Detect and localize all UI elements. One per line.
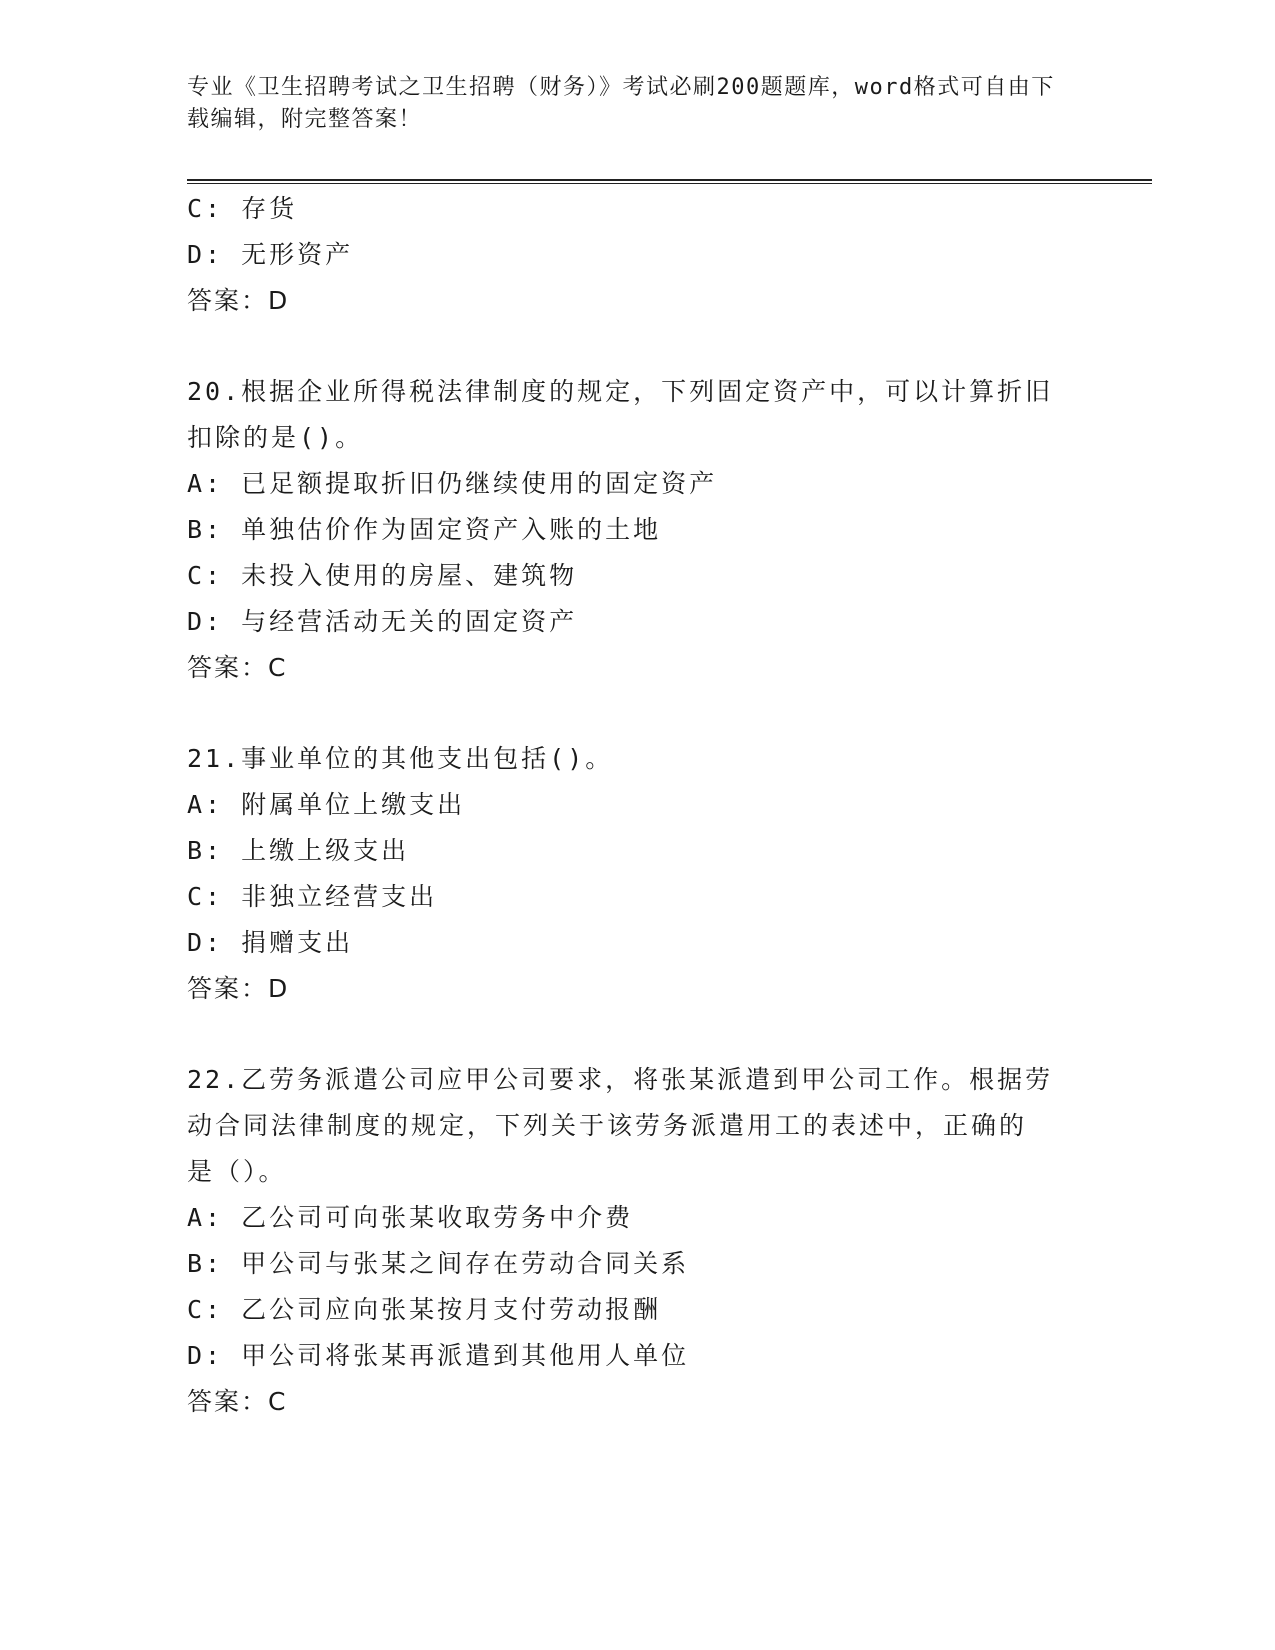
answer-line: 答案：D [187, 286, 290, 315]
answer-line: 答案：D [187, 974, 290, 1003]
option-c: C: 非独立经营支出 [187, 882, 438, 911]
question-stem: 20.根据企业所得税法律制度的规定，下列固定资产中，可以计算折旧 [187, 377, 1054, 406]
prev-question-tail [187, 186, 1087, 324]
question-stem-cont: 是（）。 [187, 1157, 287, 1186]
option-c: C: 未投入使用的房屋、建筑物 [187, 561, 578, 590]
question-stem-cont: 扣除的是()。 [187, 423, 364, 452]
header-divider [187, 179, 1152, 184]
option-c: C: 乙公司应向张某按月支付劳动报酬 [187, 1295, 662, 1324]
option-d: D: 与经营活动无关的固定资产 [187, 607, 578, 636]
question-20 [187, 369, 1087, 691]
option-b: B: 上缴上级支出 [187, 836, 410, 865]
option-a: A: 已足额提取折旧仍继续使用的固定资产 [187, 469, 718, 498]
question-22 [187, 1057, 1087, 1425]
answer-line: 答案：C [187, 653, 288, 682]
question-stem: 21.事业单位的其他支出包括()。 [187, 744, 614, 773]
option-b: B: 单独估价作为固定资产入账的土地 [187, 515, 662, 544]
option-a: A: 附属单位上缴支出 [187, 790, 466, 819]
option-d: D: 甲公司将张某再派遣到其他用人单位 [187, 1341, 690, 1370]
question-21 [187, 736, 1087, 1012]
option-b: B: 甲公司与张某之间存在劳动合同关系 [187, 1249, 690, 1278]
question-stem-cont: 动合同法律制度的规定，下列关于该劳务派遣用工的表述中，正确的 [187, 1111, 1028, 1140]
answer-line: 答案：C [187, 1387, 288, 1416]
option-c: C: 存货 [187, 194, 298, 223]
question-stem: 22.乙劳务派遣公司应甲公司要求，将张某派遣到甲公司工作。根据劳 [187, 1065, 1054, 1094]
option-d: D: 捐赠支出 [187, 928, 354, 957]
option-d: D: 无形资产 [187, 240, 354, 269]
page-header: 专业《卫生招聘考试之卫生招聘（财务）》考试必刷200题题库，word格式可自由下载编辑，附完整答案！ [187, 75, 1055, 132]
option-a: A: 乙公司可向张某收取劳务中介费 [187, 1203, 634, 1232]
document-body [187, 186, 1087, 1425]
